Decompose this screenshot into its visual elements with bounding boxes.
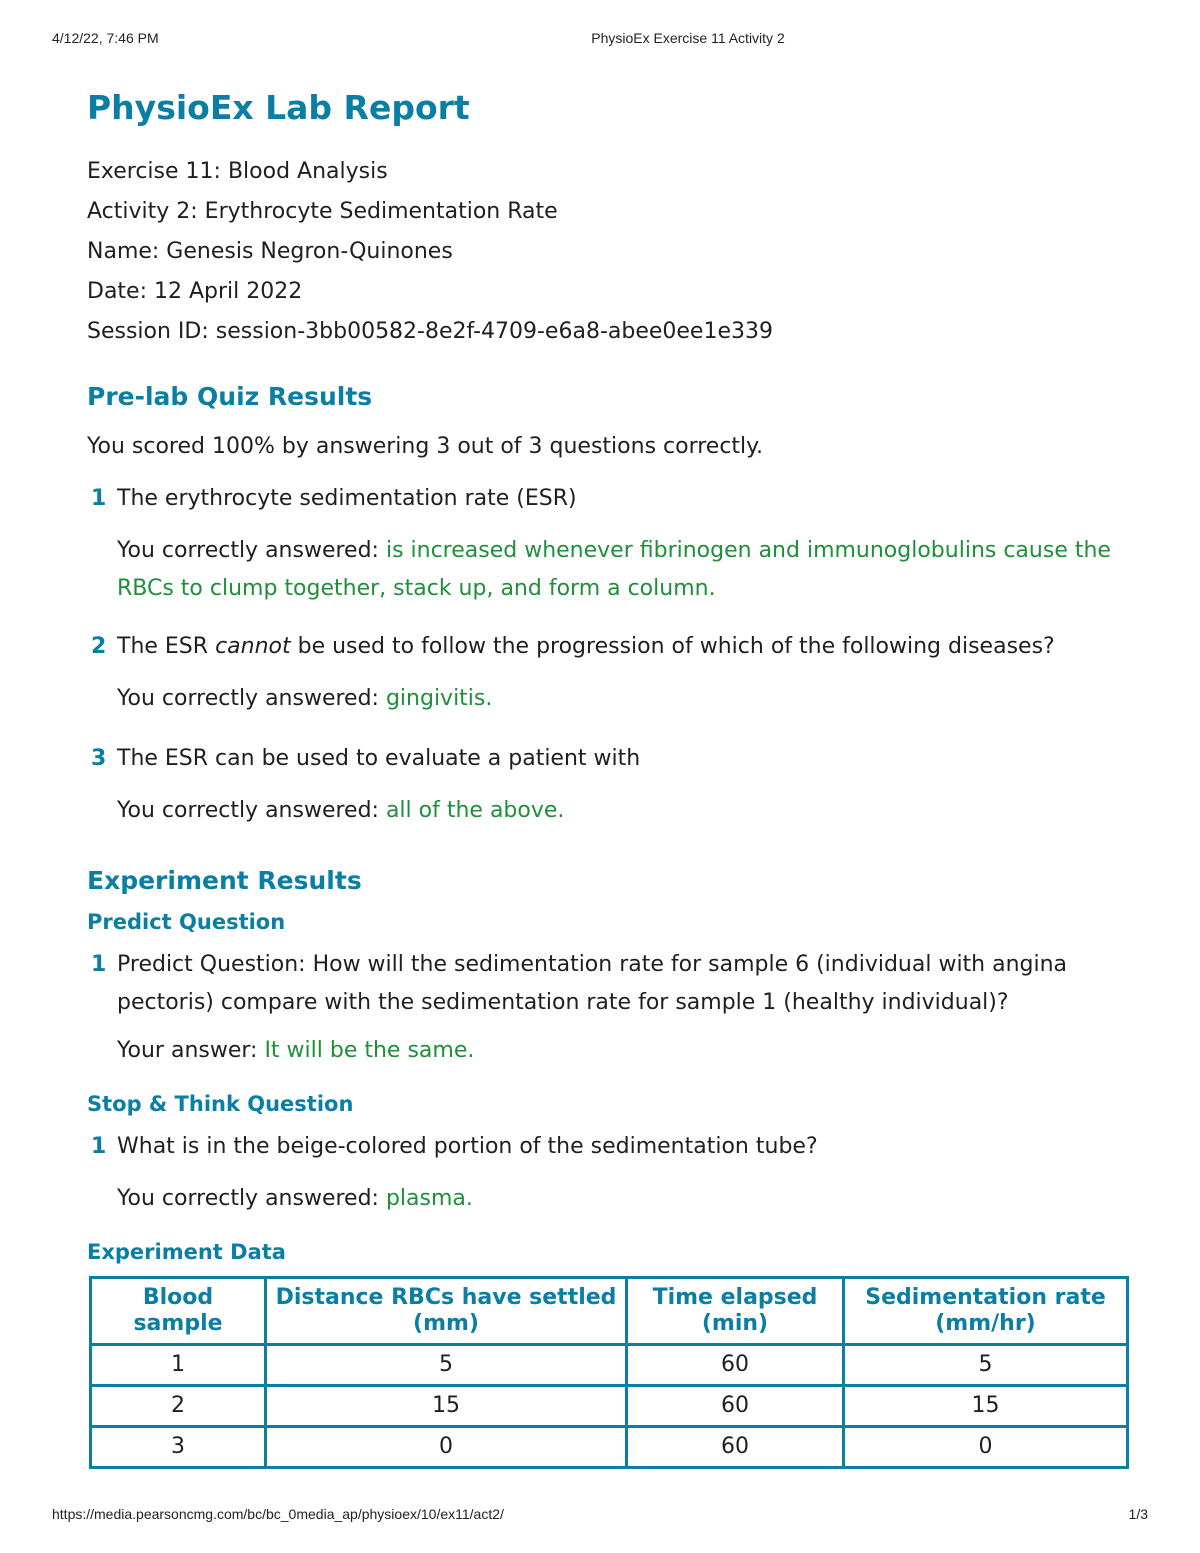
predict-answer [87,1032,1132,1070]
question-text: The erythrocyte sedimentation rate (ESR) [117,486,577,511]
answer-value: It will be the same. [264,1038,475,1063]
experiment-data-table [89,1276,1129,1469]
question-number: 2 [91,634,107,659]
cell-blood-sample: 1 [91,1345,266,1386]
answer-label: Your answer: [117,1038,265,1063]
predict-question [87,946,1132,1022]
cell-blood-sample: 2 [91,1386,266,1427]
question-text: What is in the beige-colored portion of the sedimentation tube? [117,1134,818,1159]
answer-label: You correctly answered: [117,686,386,711]
col-header-distance: Distance RBCs have settled (mm) [266,1278,627,1345]
cell-blood-sample: 3 [91,1427,266,1468]
cell-rate: 5 [844,1345,1128,1386]
report-title: PhysioEx Lab Report [87,88,470,127]
question-text: The ESR can be used to evaluate a patient with [117,746,641,771]
session-line: Session ID: session-3bb00582-8e2f-4709-e6a8-abee0ee1e339 [87,319,773,344]
question-number: 3 [91,746,107,771]
print-url: https://media.pearsoncmg.com/bc/bc_0media_ap/physioex/10/ex11/act2/ [52,1506,504,1522]
prelab-question-2 [87,628,1132,666]
question-number: 1 [91,486,107,511]
question-number: 1 [91,952,107,977]
col-header-rate: Sedimentation rate (mm/hr) [844,1278,1128,1345]
answer-label: You correctly answered: [117,538,386,563]
activity-line: Activity 2: Erythrocyte Sedimentation Rate [87,199,558,224]
question-text-after: be used to follow the progression of which of the following diseases? [290,634,1055,659]
table-header-row [91,1278,1128,1345]
col-header-time: Time elapsed (min) [627,1278,844,1345]
prelab-answer-2 [87,680,1132,718]
table-row [91,1386,1128,1427]
table-row [91,1345,1128,1386]
report-meta [87,152,1132,352]
answer-value: gingivitis. [385,686,493,711]
print-page-number: 1/3 [1128,1506,1148,1522]
experiment-heading: Experiment Results [87,866,362,895]
cell-distance: 15 [266,1386,627,1427]
cell-time: 60 [627,1427,844,1468]
date-line: Date: 12 April 2022 [87,279,303,304]
lab-report [87,84,1132,1469]
prelab-answer-3 [87,792,1132,830]
experiment-data-heading: Experiment Data [87,1240,286,1264]
prelab-score: You scored 100% by answering 3 out of 3 questions correctly. [87,434,764,459]
question-text: Predict Question: How will the sedimentation rate for sample 6 (individual with angina pectoris) compare with the sedimentation rate for sample 1 (healthy individual)? [117,952,1068,1015]
print-header [0,30,1200,50]
table-row [91,1427,1128,1468]
stop-think-heading: Stop & Think Question [87,1092,354,1116]
print-footer [0,1506,1200,1526]
cell-rate: 0 [844,1427,1128,1468]
question-text-before: The ESR [117,634,216,659]
print-page-title: PhysioEx Exercise 11 Activity 2 [591,30,785,46]
prelab-question-1 [87,480,1132,518]
answer-value: is increased whenever fibrinogen and immunoglobulins cause the RBCs to clump together, stack up, and form a column. [117,538,1111,601]
col-header-blood-sample: Blood sample [91,1278,266,1345]
answer-value: plasma. [385,1186,473,1211]
prelab-heading: Pre-lab Quiz Results [87,382,373,411]
cell-time: 60 [627,1386,844,1427]
question-number: 1 [91,1134,107,1159]
cell-time: 60 [627,1345,844,1386]
stop-think-answer [87,1180,1132,1218]
prelab-answer-1 [87,532,1132,608]
cell-distance: 5 [266,1345,627,1386]
exercise-line: Exercise 11: Blood Analysis [87,159,388,184]
answer-label: You correctly answered: [117,1186,386,1211]
question-emphasis: cannot [215,634,291,659]
cell-rate: 15 [844,1386,1128,1427]
cell-distance: 0 [266,1427,627,1468]
stop-think-question [87,1128,1132,1166]
predict-heading: Predict Question [87,910,286,934]
print-datetime: 4/12/22, 7:46 PM [52,30,159,46]
answer-label: You correctly answered: [117,798,386,823]
name-line: Name: Genesis Negron-Quinones [87,239,453,264]
prelab-question-3 [87,740,1132,778]
answer-value: all of the above. [385,798,565,823]
